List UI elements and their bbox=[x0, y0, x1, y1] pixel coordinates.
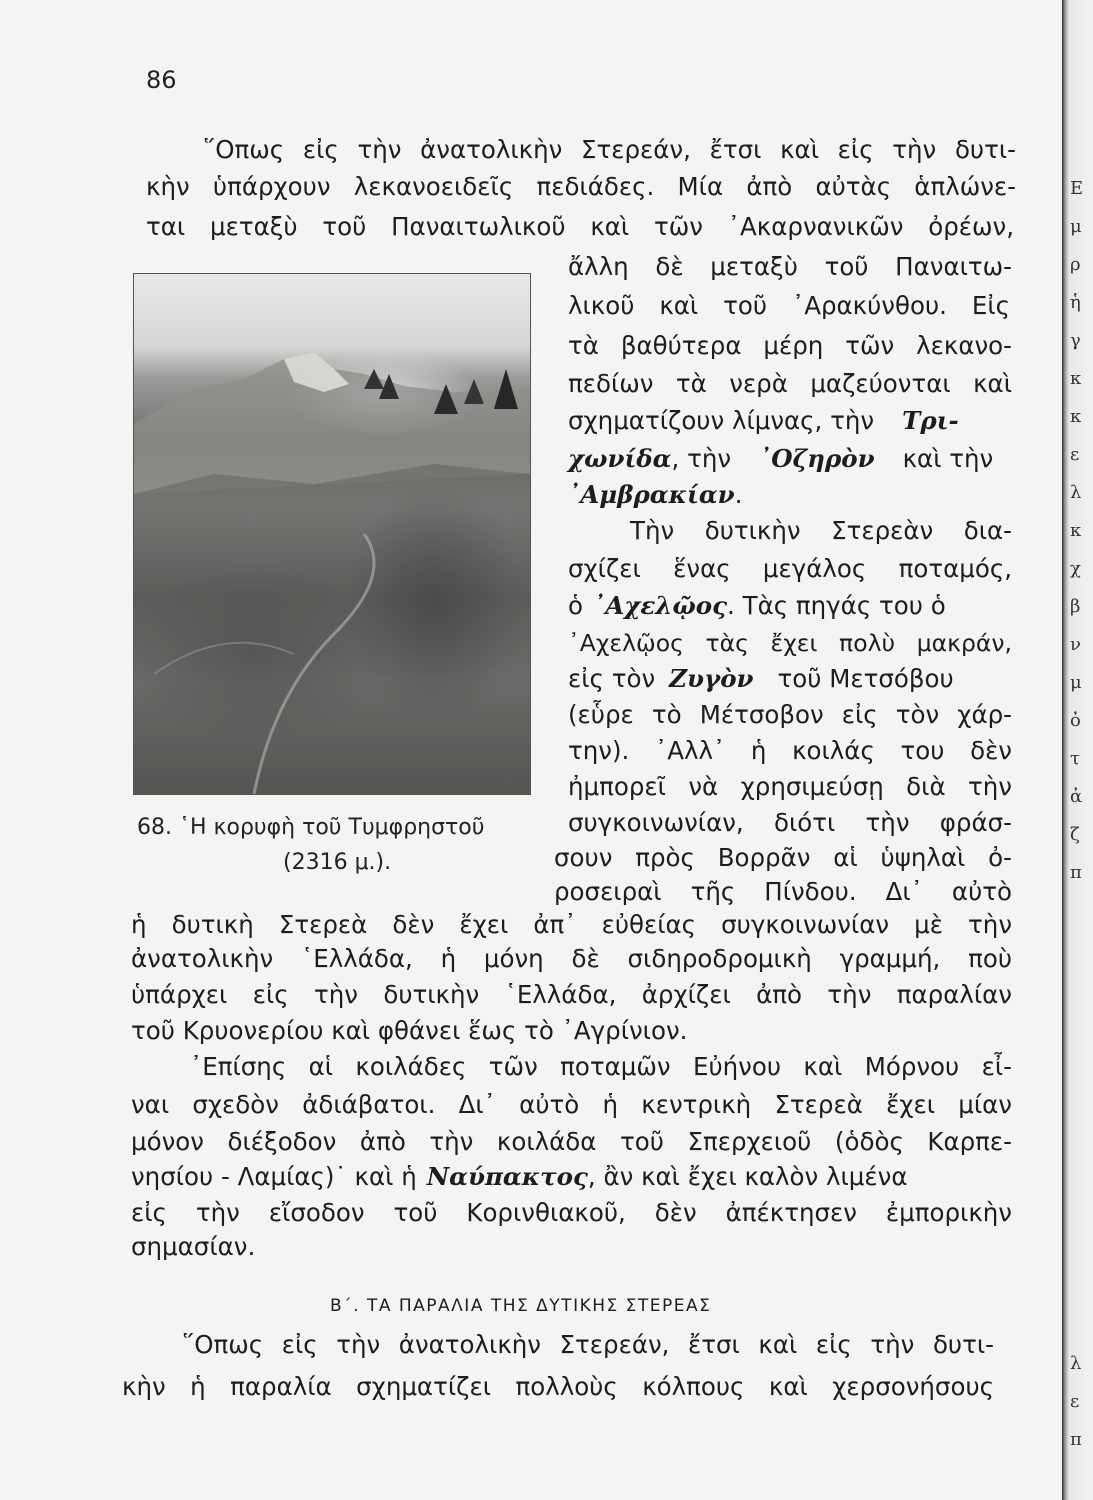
edge-glyph: τ bbox=[1070, 748, 1080, 769]
edge-glyph: π bbox=[1070, 862, 1082, 883]
edge-glyph: μ bbox=[1070, 216, 1082, 237]
edge-glyph: λ bbox=[1070, 1353, 1082, 1374]
edge-glyph: ἡ bbox=[1070, 292, 1081, 313]
edge-glyph: Ε bbox=[1070, 178, 1084, 199]
section-heading: Β΄. ΤΑ ΠΑΡΑΛΙΑ ΤΗΣ ΔΥΤΙΚΗΣ ΣΤΕΡΕΑΣ bbox=[330, 1296, 712, 1316]
text-line: σουν πρὸς Βορρᾶν αἱ ὑψηλαὶ ὀ- bbox=[554, 843, 1012, 872]
edge-glyph: γ bbox=[1070, 330, 1081, 351]
text-line bbox=[131, 1162, 1012, 1192]
edge-glyph: κ bbox=[1070, 368, 1082, 389]
figure-caption-elevation: (2316 μ.). bbox=[283, 850, 392, 875]
text-line: σημασίαν. bbox=[131, 1232, 256, 1261]
bold-term-amvrakia: ᾿Αμβρακίαν bbox=[568, 480, 735, 509]
bold-term-trichonida-cont: χωνίδα bbox=[568, 444, 672, 473]
text-segment: καὶ τὴν bbox=[902, 444, 994, 473]
edge-glyph: ζ bbox=[1070, 824, 1080, 845]
bold-term-acheloos: ᾿Αχελῷος bbox=[593, 591, 728, 620]
text-segment: . bbox=[734, 480, 743, 509]
mountain-photo bbox=[133, 273, 531, 795]
text-line bbox=[568, 406, 1012, 436]
edge-glyph: ν bbox=[1070, 634, 1081, 655]
text-line bbox=[568, 444, 1012, 474]
mountain-photo-drawing bbox=[134, 274, 530, 794]
bold-term-zygos: Ζυγὸν bbox=[669, 664, 754, 693]
text-line: ῞Οπως εἰς τὴν ἀνατολικὴν Στερεάν, ἔτσι καὶ εἰς τὴν δυτι- bbox=[203, 135, 1016, 164]
text-segment: ὁ bbox=[568, 591, 583, 620]
edge-glyph: κ bbox=[1070, 520, 1082, 541]
text-line: τὰ βαθύτερα μέρη τῶν λεκανο- bbox=[568, 331, 1012, 360]
text-line: τοῦ Κρυονερίου καὶ φθάνει ἕως τὸ ᾿Αγρίνιον. bbox=[131, 1016, 688, 1045]
edge-glyph: ἀ bbox=[1070, 786, 1083, 807]
text-segment: τοῦ Μετσόβου bbox=[777, 664, 954, 693]
edge-glyph: ε bbox=[1070, 1391, 1080, 1412]
text-segment: , τὴν bbox=[671, 444, 732, 473]
text-line: ται μεταξὺ τοῦ Παναιτωλικοῦ καὶ τῶν ᾿Ακαρνανικῶν ὀρέων, bbox=[146, 212, 1014, 241]
edge-glyph: β bbox=[1070, 596, 1081, 617]
text-line: Τὴν δυτικὴν Στερεὰν δια- bbox=[630, 516, 1012, 545]
edge-glyph: κ bbox=[1070, 406, 1082, 427]
text-line: ροσειραὶ τῆς Πίνδου. Δι᾿ αὐτὸ bbox=[554, 877, 1012, 906]
bold-term-trichonida: Τρι- bbox=[902, 406, 959, 435]
bold-term-ozeros: ᾿Οζηρὸν bbox=[759, 444, 875, 473]
text-line: ὑπάρχει εἰς τὴν δυτικὴν ῾Ελλάδα, ἀρχίζει ἀπὸ τὴν παραλίαν bbox=[131, 980, 1012, 1009]
edge-glyph: χ bbox=[1070, 558, 1081, 579]
text-line: λικοῦ καὶ τοῦ ᾿Αρακύνθου. Εἰς bbox=[568, 291, 1010, 320]
text-line: πεδίων τὰ νερὰ μαζεύονται καὶ bbox=[568, 369, 1012, 398]
edge-glyph: μ bbox=[1070, 672, 1082, 693]
text-line bbox=[568, 664, 1012, 694]
text-line: κὴν ἡ παραλία σχηματίζει πολλοὺς κόλπους καὶ χερσονήσους bbox=[122, 1372, 994, 1401]
text-line: την). ᾿Αλλ᾿ ἡ κοιλάς του δὲν bbox=[568, 736, 1012, 765]
figure-caption: 68. ῾Η κορυφὴ τοῦ Τυμφρηστοῦ bbox=[137, 815, 485, 840]
text-line: ἡ δυτικὴ Στερεὰ δὲν ἔχει ἀπ᾿ εὐθείας συγκοινωνίαν μὲ τὴν bbox=[131, 910, 1012, 939]
text-line: μόνον διέξοδον ἀπὸ τὴν κοιλάδα τοῦ Σπερχειοῦ (ὁδὸς Καρπε- bbox=[131, 1127, 1012, 1156]
text-segment: εἰς τὸν bbox=[568, 664, 656, 693]
text-line: ᾿Επίσης αἱ κοιλάδες τῶν ποταμῶν Εὐήνου καὶ Μόρνου εἶ- bbox=[190, 1052, 1012, 1081]
edge-glyph: ρ bbox=[1070, 254, 1081, 275]
text-line: ἀνατολικὴν ῾Ελλάδα, ἡ μόνη δὲ σιδηροδρομικὴ γραμμή, ποὺ bbox=[131, 944, 1012, 973]
bold-term-nafpaktos: Ναύπακτος bbox=[426, 1162, 588, 1191]
edge-glyph: ε bbox=[1070, 444, 1080, 465]
page-number: 86 bbox=[146, 66, 177, 94]
text-line: ῞Οπως εἰς τὴν ἀνατολικὴν Στερεάν, ἔτσι καὶ εἰς τὴν δυτι- bbox=[182, 1330, 994, 1359]
text-line: σχίζει ἕνας μεγάλος ποταμός, bbox=[568, 554, 1012, 583]
text-line: εἰς τὴν εἴσοδον τοῦ Κορινθιακοῦ, δὲν ἀπέκτησεν ἐμπορικὴν bbox=[131, 1198, 1012, 1227]
text-line: ἠμπορεῖ νὰ χρησιμεύσῃ διὰ τὴν bbox=[568, 772, 1012, 801]
text-line bbox=[568, 480, 742, 510]
text-line: συγκοινωνίαν, διότι τὴν φράσ- bbox=[568, 808, 1012, 837]
next-page-edge-text-bottom bbox=[1070, 1345, 1092, 1459]
text-segment: . Τὰς πηγάς του ὁ bbox=[727, 591, 946, 620]
text-segment: , ἂν καὶ ἔχει καλὸν λιμένα bbox=[587, 1162, 908, 1191]
text-line: ἄλλη δὲ μεταξὺ τοῦ Παναιτω- bbox=[568, 252, 1012, 281]
edge-glyph: λ bbox=[1070, 482, 1082, 503]
text-line: κὴν ὑπάρχουν λεκανοειδεῖς πεδιάδες. Μία ἀπὸ αὐτὰς ἁπλώνε- bbox=[146, 172, 1016, 201]
text-line: ναι σχεδὸν ἀδιάβατοι. Δι᾿ αὐτὸ ἡ κεντρικὴ Στερεὰ ἔχει μίαν bbox=[131, 1090, 1012, 1119]
next-page-edge-text bbox=[1070, 170, 1092, 892]
text-line bbox=[568, 591, 1012, 621]
edge-glyph: π bbox=[1070, 1429, 1082, 1450]
text-segment: νησίου - Λαμίας)˙ καὶ ἡ bbox=[131, 1162, 417, 1191]
text-line: ᾿Αχελῷος τὰς ἔχει πολὺ μακράν, bbox=[568, 629, 1012, 657]
edge-glyph: ὀ bbox=[1070, 710, 1081, 731]
text-line: (εὗρε τὸ Μέτσοβον εἰς τὸν χάρ- bbox=[568, 700, 1012, 729]
text-segment: σχηματίζουν λίμνας, τὴν bbox=[568, 406, 875, 435]
